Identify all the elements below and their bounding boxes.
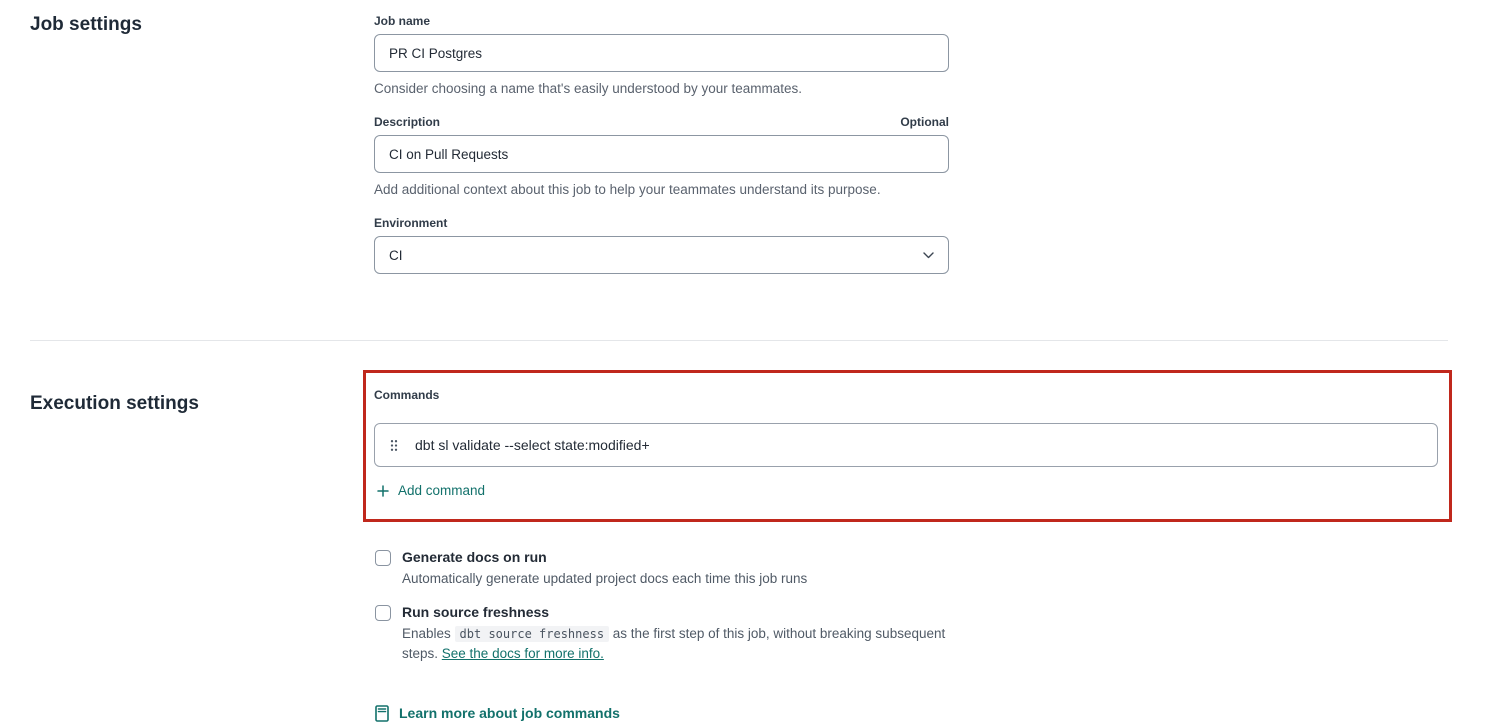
- environment-select[interactable]: [374, 236, 949, 274]
- freshness-desc-before: Enables: [402, 625, 455, 641]
- job-settings-section: [0, 0, 1485, 293]
- commands-highlight-box: [363, 370, 1452, 522]
- add-command-label: Add command: [398, 483, 486, 498]
- source-freshness-checkbox[interactable]: [375, 605, 391, 621]
- generate-docs-row: [375, 548, 1485, 589]
- commands-label: Commands: [374, 388, 440, 402]
- environment-label: Environment: [374, 216, 448, 230]
- description-label: Description: [374, 115, 441, 129]
- job-name-label: Job name: [374, 14, 431, 28]
- source-freshness-label: Run source freshness: [402, 603, 550, 620]
- plus-icon: [377, 485, 389, 497]
- source-freshness-description: [402, 624, 947, 664]
- freshness-desc-after: as the first step of this job, without breaking subsequent steps.: [402, 625, 946, 661]
- learn-more-label: Learn more about job commands: [399, 705, 620, 722]
- job-name-helper: Consider choosing a name that's easily understood by your teammates.: [374, 81, 803, 96]
- environment-field-group: [374, 216, 949, 274]
- job-settings-heading-col: [30, 14, 374, 293]
- job-name-input[interactable]: [374, 34, 949, 72]
- generate-docs-checkbox[interactable]: [375, 550, 391, 566]
- job-options-block: [375, 548, 1485, 664]
- journal-icon: [375, 705, 389, 722]
- job-name-field-group: [374, 14, 949, 96]
- command-row[interactable]: [374, 423, 1438, 467]
- description-helper: Add additional context about this job to help your teammates understand its purpose.: [374, 182, 881, 197]
- job-settings-heading: Job settings: [30, 14, 142, 35]
- chevron-down-icon: [923, 252, 934, 259]
- execution-heading-col: [30, 370, 363, 727]
- job-settings-form-col: [374, 14, 1485, 293]
- execution-settings-heading: Execution settings: [30, 393, 199, 414]
- learn-more-link[interactable]: [375, 705, 620, 722]
- drag-handle-icon[interactable]: [390, 439, 398, 452]
- description-optional-badge: Optional: [900, 115, 949, 129]
- command-text[interactable]: dbt sl validate --select state:modified+: [415, 437, 650, 453]
- execution-form-col: [363, 370, 1485, 727]
- add-command-button[interactable]: [377, 483, 485, 498]
- see-docs-link[interactable]: See the docs for more info.: [441, 645, 604, 661]
- generate-docs-label: Generate docs on run: [402, 548, 547, 565]
- source-freshness-text: [402, 603, 947, 664]
- generate-docs-text: [402, 548, 807, 589]
- freshness-code-snippet: dbt source freshness: [455, 626, 610, 642]
- execution-settings-section: [0, 341, 1485, 727]
- generate-docs-description: Automatically generate updated project docs each time this job runs: [402, 570, 808, 586]
- source-freshness-row: [375, 603, 1485, 664]
- description-input[interactable]: [374, 135, 949, 173]
- environment-selected-value: CI: [389, 247, 403, 263]
- description-field-group: [374, 115, 949, 197]
